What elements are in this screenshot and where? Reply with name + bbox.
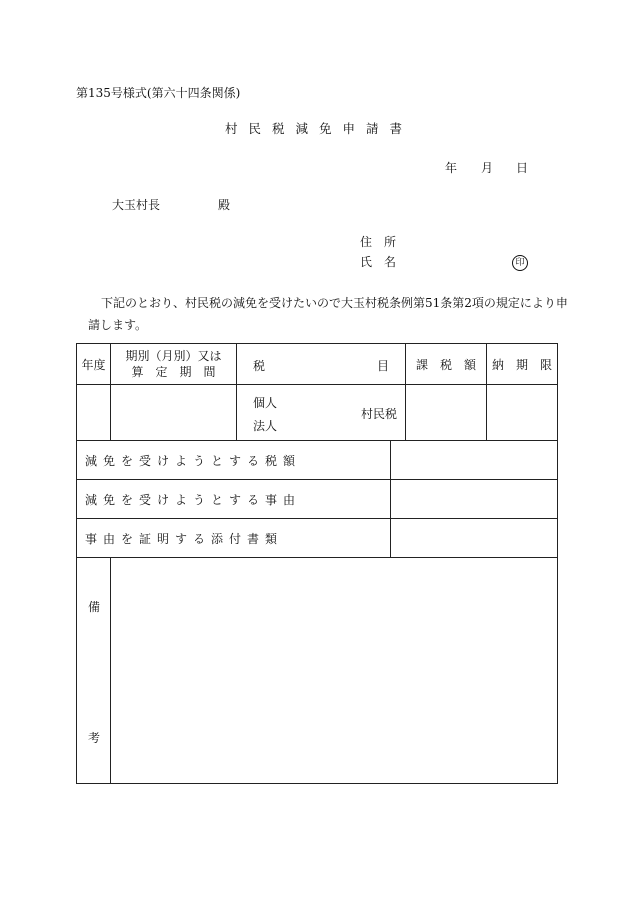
corporate-label: 法人 [253,419,278,433]
date-day-label: 日 [516,161,529,175]
reduction-amount-field[interactable] [391,441,558,480]
reduction-reason-label: 減免を受けようとする事由 [77,480,391,519]
document-title: 村民税減免申請書 [225,121,414,136]
addressee-name: 大玉村長 [112,198,161,212]
remarks-label [77,558,111,784]
header-tax-right: 目 [377,359,390,373]
cell-tax-item [237,385,406,441]
remarks-bottom-char: 考 [88,731,101,745]
remarks-field[interactable] [111,558,558,784]
header-period-line1: 期別（月別）又は [125,349,222,363]
header-deadline: 納 期 限 [487,344,558,385]
tax-name-label: 村民税 [361,407,398,421]
form-number: 第135号様式(第六十四条関係) [76,86,241,100]
individual-label: 個人 [253,396,278,410]
cell-tax-amount[interactable] [406,385,487,441]
date-year-label: 年 [445,161,458,175]
name-label: 氏 名 [360,255,397,269]
header-tax-item [237,344,406,385]
request-text-line1: 下記のとおり、村民税の減免を受けたいので大玉村税条例第51条第2項の規定により申 [101,296,568,310]
addressee-honorific: 殿 [218,198,231,212]
header-period-line2: 算 定 期 間 [131,365,216,379]
reduction-reason-field[interactable] [391,480,558,519]
header-year: 年度 [77,344,111,385]
cell-year[interactable] [77,385,111,441]
attachments-field[interactable] [391,519,558,558]
date-month-label: 月 [481,161,494,175]
request-text-line2: 請します。 [88,318,148,332]
header-tax-left: 税 [253,359,266,373]
cell-period[interactable] [111,385,237,441]
cell-deadline[interactable] [487,385,558,441]
remarks-top-char: 備 [88,600,101,614]
application-table [76,343,558,784]
attachments-label: 事由を証明する添付書類 [77,519,391,558]
header-period [111,344,237,385]
seal-mark-icon: 印 [512,255,528,271]
reduction-amount-label: 減免を受けようとする税額 [77,441,391,480]
header-tax-amount: 課 税 額 [406,344,487,385]
address-label: 住 所 [360,235,397,249]
